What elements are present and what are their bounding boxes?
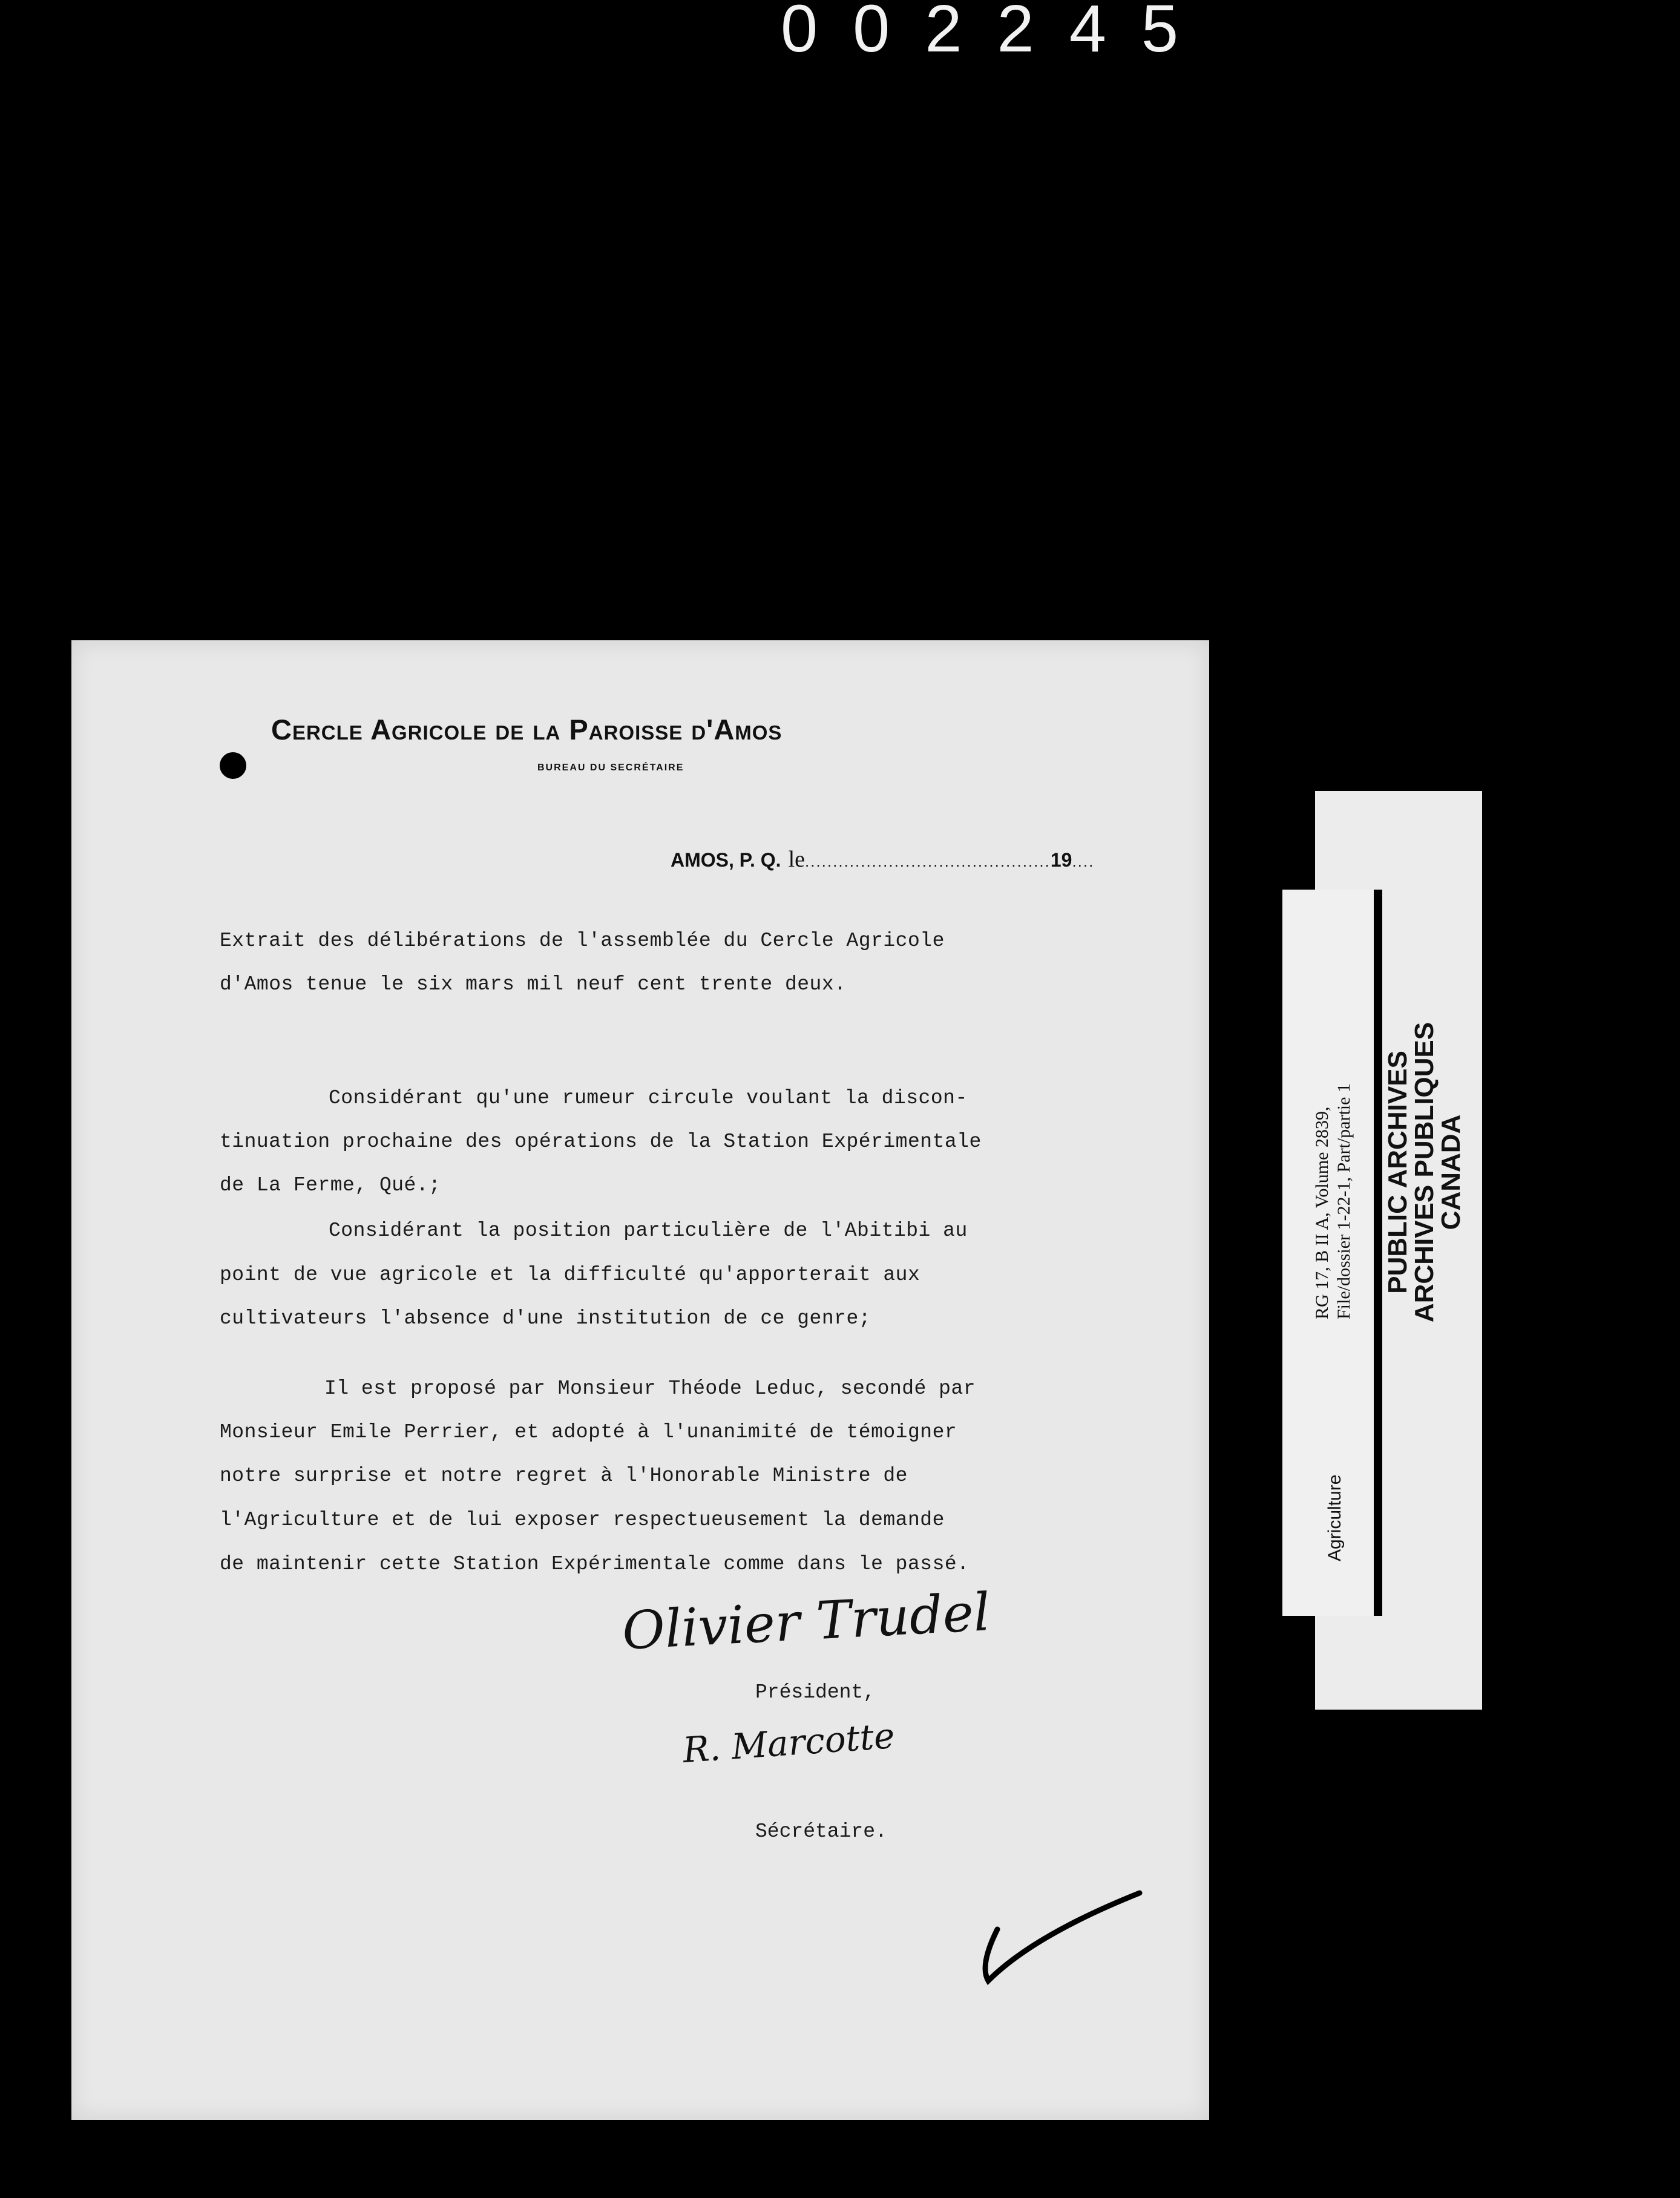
letter-line: tinuation prochaine des opérations de la Station Expérimentale <box>220 1130 982 1153</box>
letter-line: de La Ferme, Qué.; <box>220 1174 441 1196</box>
archive-subject: Agriculture <box>1325 1474 1345 1561</box>
dateline <box>671 846 1191 873</box>
dateline-le: le <box>788 847 805 872</box>
stamp-line: CANADA <box>1436 1114 1466 1230</box>
letter-line: de maintenir cette Station Expérimentale comme dans le passé. <box>220 1553 970 1575</box>
secretary-signature: R. Marcotte <box>681 1714 896 1771</box>
letter-line: cultivateurs l'absence d'une institution de ce genre; <box>220 1307 871 1330</box>
letter-line: d'Amos tenue le six mars mil neuf cent trente deux. <box>220 973 847 996</box>
letterhead-title: Cercle Agricole de la Paroisse d'Amos <box>271 714 783 746</box>
letter-page <box>71 640 1209 2120</box>
president-signature: Olivier Trudel <box>620 1582 992 1662</box>
reference-line: File/dossier 1-22-1, Part/partie 1 <box>1334 1083 1354 1319</box>
dateline-dots-end: .... <box>1072 852 1095 870</box>
archive-reference <box>1311 1083 1355 1319</box>
letter-line: Monsieur Emile Perrier, et adopté à l'unanimité de témoigner <box>220 1421 957 1443</box>
dateline-year: 19 <box>1050 849 1072 871</box>
checkmark-icon <box>961 1869 1149 1990</box>
archive-stamp <box>1385 900 1465 1445</box>
reference-line: RG 17, B II A, Volume 2839, <box>1312 1106 1332 1319</box>
dateline-place: AMOS, P. Q. <box>671 849 781 871</box>
letter-line: Extrait des délibérations de l'assemblée du Cercle Agricole <box>220 930 945 952</box>
letter-line: l'Agriculture et de lui exposer respectueusement la demande <box>220 1509 945 1531</box>
letter-line: Considérant la position particulière de l'Abitibi au <box>329 1219 968 1242</box>
letterhead-subtitle: BUREAU DU SECRÉTAIRE <box>537 763 684 773</box>
punch-hole <box>220 752 246 779</box>
frame-number: 002245 <box>781 0 1214 57</box>
letter-line: notre surprise et notre regret à l'Honorable Ministre de <box>220 1465 908 1487</box>
secretary-role: Sécrétaire. <box>755 1820 887 1843</box>
president-role: Président, <box>755 1681 876 1704</box>
stamp-line: PUBLIC ARCHIVES <box>1383 1051 1413 1294</box>
archive-tab <box>1282 890 1382 1616</box>
dateline-dots: ............................................ <box>805 852 1051 870</box>
letter-line: Il est proposé par Monsieur Théode Leduc, secondé par <box>324 1377 976 1400</box>
letter-line: point de vue agricole et la difficulté qu'apporterait aux <box>220 1264 920 1286</box>
stamp-line: ARCHIVES PUBLIQUES <box>1409 1022 1439 1323</box>
letter-line: Considérant qu'une rumeur circule voulant la discon- <box>329 1087 968 1109</box>
